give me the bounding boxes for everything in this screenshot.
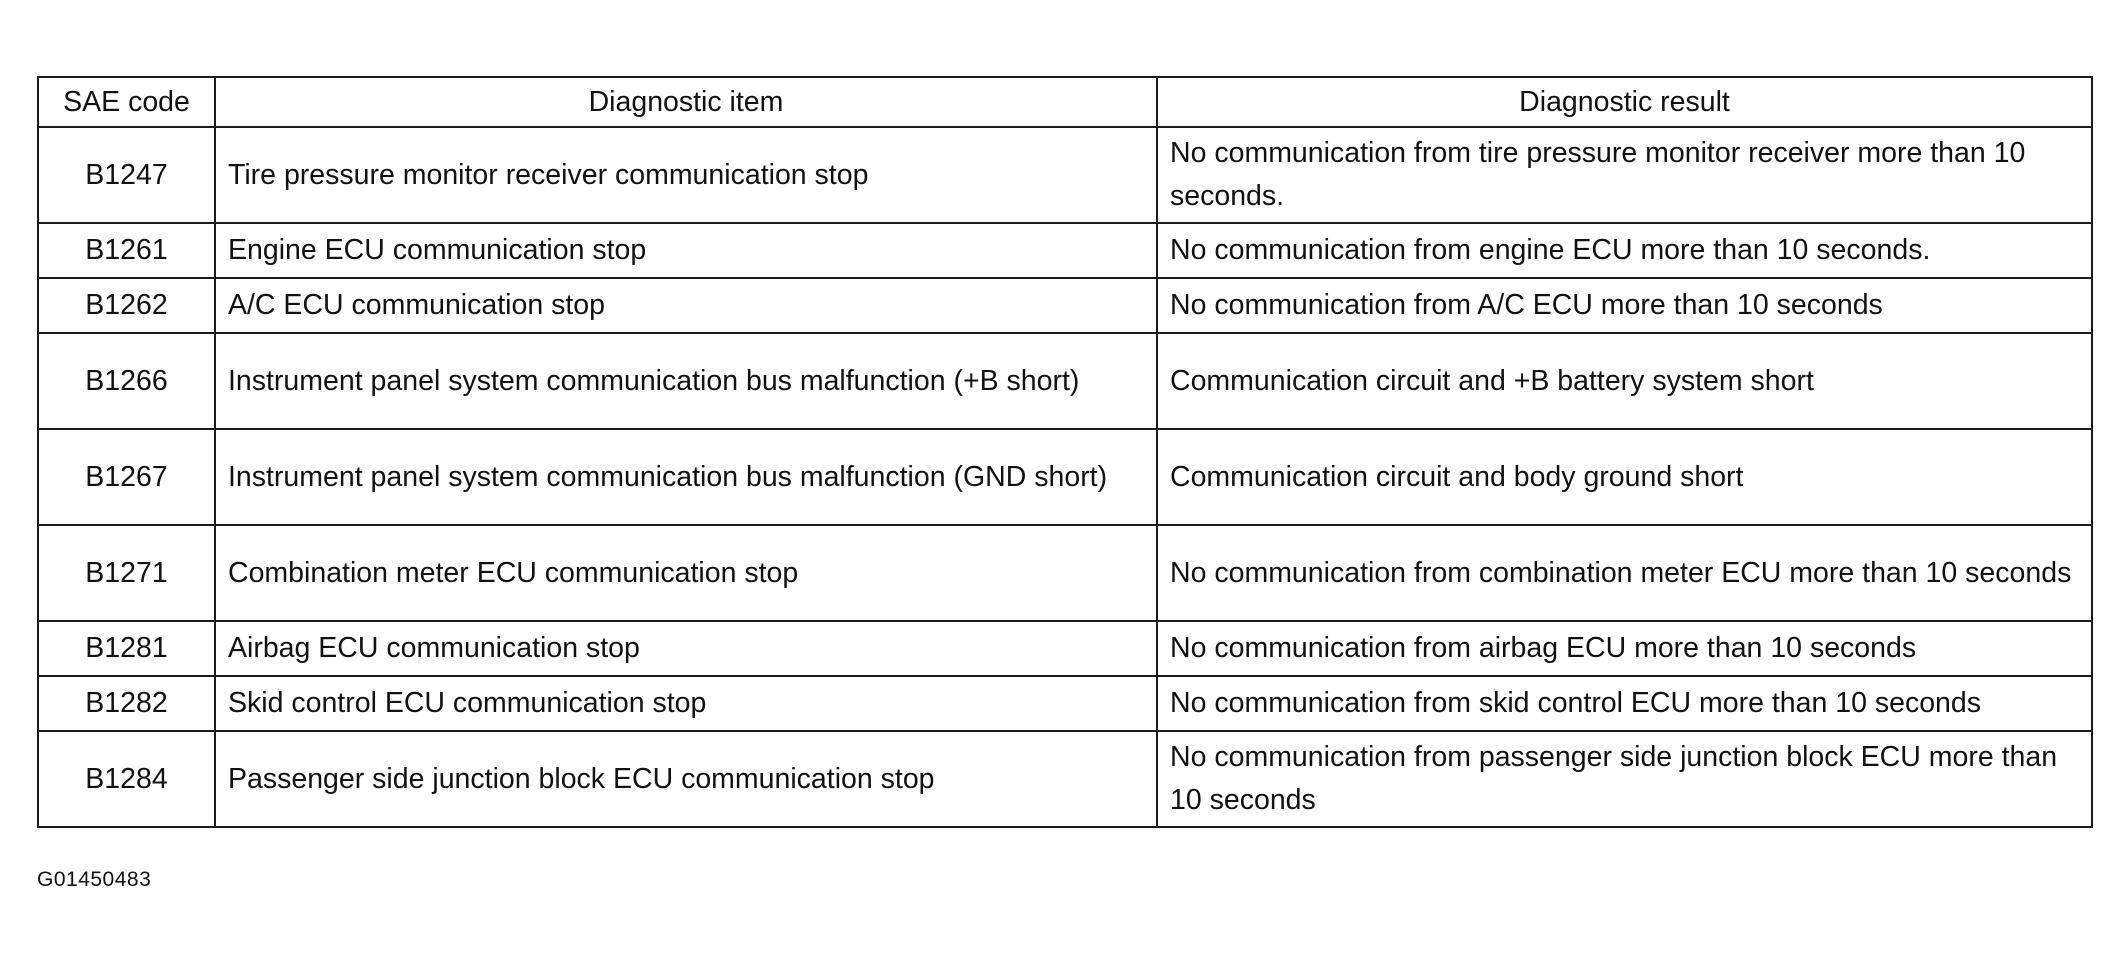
- table-row: [38, 621, 2092, 676]
- diagnostic-item-cell: Engine ECU communication stop: [215, 223, 1157, 278]
- sae-code-cell: B1247: [38, 127, 215, 223]
- table-row: [38, 731, 2092, 827]
- table-row: [38, 223, 2092, 278]
- diagnostic-item-cell: Combination meter ECU communication stop: [215, 525, 1157, 621]
- sae-code-cell: B1261: [38, 223, 215, 278]
- sae-code-cell: B1262: [38, 278, 215, 333]
- sae-code-cell: B1282: [38, 676, 215, 731]
- diagnostic-item-cell: Tire pressure monitor receiver communication stop: [215, 127, 1157, 223]
- table-row: [38, 278, 2092, 333]
- diagnostic-item-cell: Airbag ECU communication stop: [215, 621, 1157, 676]
- table-header-row: [38, 77, 2092, 127]
- diagnostic-result-cell: No communication from A/C ECU more than 10 seconds: [1157, 278, 2092, 333]
- diagnostic-result-cell: No communication from combination meter ECU more than 10 seconds: [1157, 525, 2092, 621]
- sae-code-cell: B1284: [38, 731, 215, 827]
- diagnostic-item-cell: Skid control ECU communication stop: [215, 676, 1157, 731]
- table-row: [38, 676, 2092, 731]
- sae-code-cell: B1266: [38, 333, 215, 429]
- sae-code-cell: B1267: [38, 429, 215, 525]
- header-diagnostic-item: Diagnostic item: [215, 77, 1157, 127]
- diagnostic-item-cell: Instrument panel system communication bus malfunction (GND short): [215, 429, 1157, 525]
- header-sae-code: SAE code: [38, 77, 215, 127]
- figure-id-label: G01450483: [37, 868, 152, 891]
- table-row: [38, 127, 2092, 223]
- table-row: [38, 429, 2092, 525]
- diagnostic-result-cell: Communication circuit and body ground short: [1157, 429, 2092, 525]
- table-row: [38, 333, 2092, 429]
- sae-code-cell: B1281: [38, 621, 215, 676]
- diagnostic-item-cell: A/C ECU communication stop: [215, 278, 1157, 333]
- diagnostic-result-cell: No communication from skid control ECU more than 10 seconds: [1157, 676, 2092, 731]
- diagnostic-result-cell: Communication circuit and +B battery system short: [1157, 333, 2092, 429]
- diagnostic-item-cell: Passenger side junction block ECU communication stop: [215, 731, 1157, 827]
- sae-code-cell: B1271: [38, 525, 215, 621]
- diagnostic-result-cell: No communication from passenger side junction block ECU more than 10 seconds: [1157, 731, 2092, 827]
- diagnostic-item-cell: Instrument panel system communication bus malfunction (+B short): [215, 333, 1157, 429]
- diagnostic-result-cell: No communication from engine ECU more than 10 seconds.: [1157, 223, 2092, 278]
- diagnostic-result-cell: No communication from airbag ECU more than 10 seconds: [1157, 621, 2092, 676]
- diagnostic-table-container: [37, 76, 2091, 828]
- header-diagnostic-result: Diagnostic result: [1157, 77, 2092, 127]
- diagnostic-result-cell: No communication from tire pressure monitor receiver more than 10 seconds.: [1157, 127, 2092, 223]
- diagnostic-code-table: [37, 76, 2093, 828]
- table-row: [38, 525, 2092, 621]
